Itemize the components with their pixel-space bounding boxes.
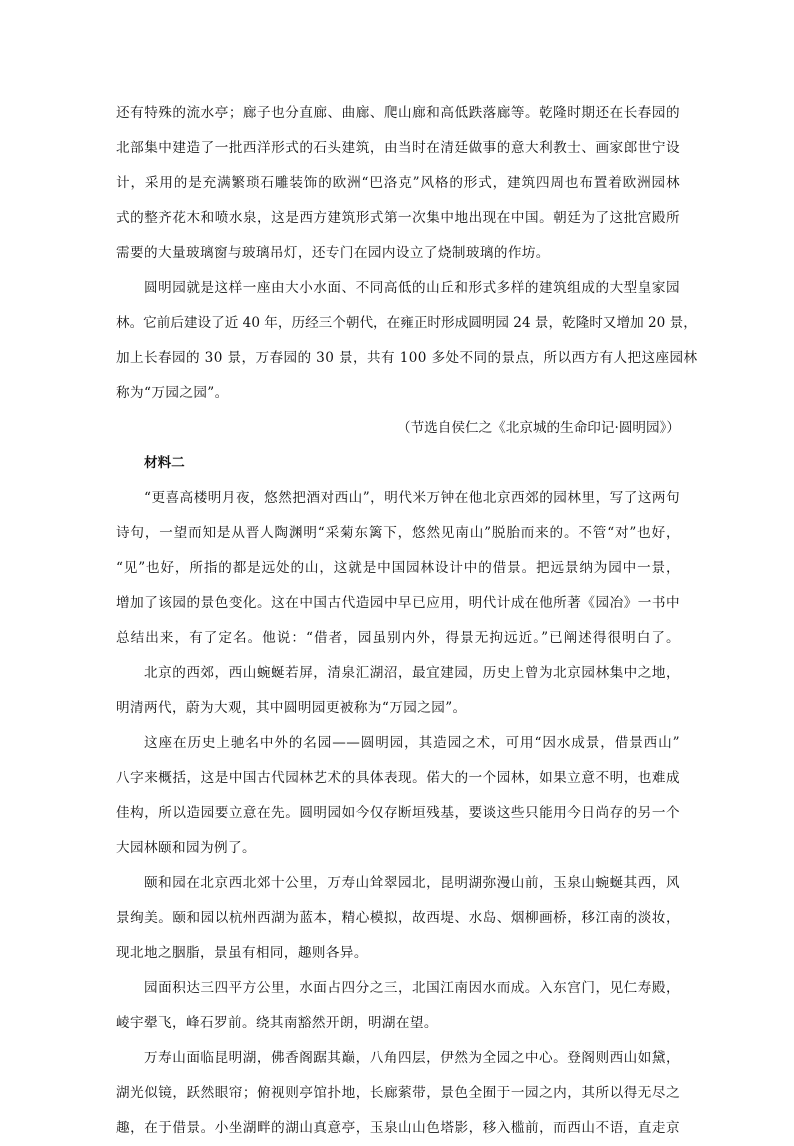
text-line: 八字来概括，这是中国古代园林艺术的具体表现。偌大的一个园林，如果立意不明，也难成: [116, 770, 680, 786]
paragraph: [116, 481, 680, 656]
text-line: 明清两代，蔚为大观，其中圆明园更被称为“万园之园”。: [116, 700, 467, 716]
text-line: 需要的大量玻璃窗与玻璃吊灯，还专门在园内设立了烧制玻璃的作坊。: [116, 245, 550, 261]
text-line: 趣，在于借景。小坐湖畔的湖山真意亭，玉泉山山色塔影，移入槛前，而西山不语，直走京: [116, 1120, 680, 1136]
text-line: 崚宇翚飞，峰石罗前。绕其南豁然开朗，明湖在望。: [116, 1015, 438, 1031]
section-heading: 材料二: [144, 455, 185, 471]
text-line: “更喜高楼明月夜，悠然把酒对西山”，明代米万钟在他北京西郊的园林里，写了这两句: [144, 490, 680, 506]
text-line: 增加了该园的景色变化。这在中国古代造园中早已应用，明代计成在他所著《园冶》一书中: [116, 595, 680, 611]
text-line: “见”也好，所指的都是远处的山，这就是中国园林设计中的借景。把远景纳为园中一景，: [116, 560, 680, 576]
paragraph: [116, 971, 680, 1041]
paragraph: [116, 656, 680, 726]
text-line: 称为“万园之园”。: [116, 385, 229, 401]
text-line: 万寿山面临昆明湖，佛香阁踞其巅，八角四层，伊然为全园之中心。登阁则西山如黛，: [144, 1050, 680, 1066]
text-line: 圆明园就是这样一座由大小水面、不同高低的山丘和形式多样的建筑组成的大型皇家园: [144, 280, 680, 296]
text-line: 园面积达三四平方公里，水面占四分之三，北国江南因水而成。入东宫门，见仁寿殿，: [144, 980, 680, 996]
paragraph: [116, 1041, 680, 1146]
paragraph: [116, 271, 698, 411]
text-line: 计，采用的是充满繁琐石雕装饰的欧洲“巴洛克”风格的形式，建筑四周也布置着欧洲园林: [116, 175, 680, 191]
text-line: 式的整齐花木和喷水泉，这是西方建筑形式第一次集中地出现在中国。朝廷为了这批宫殿所: [116, 210, 680, 226]
paragraph: [116, 866, 680, 971]
text-line: 颐和园在北京西北郊十公里，万寿山耸翠园北，昆明湖弥漫山前，玉泉山蜿蜒其西，风: [144, 875, 680, 891]
text-line: 北部集中建造了一批西洋形式的石头建筑，由当时在清廷做事的意大利教士、画家郎世宁设: [116, 140, 680, 156]
text-line: 林。它前后建设了近 40 年，历经三个朝代，在雍正时形成圆明园 24 景，乾隆时又增加 20 景，: [116, 315, 697, 331]
paragraph: [116, 96, 680, 271]
text-line: 景绚美。颐和园以杭州西湖为蓝本，精心模拟，故西堤、水岛、烟柳画桥，移江南的淡妆，: [116, 910, 680, 926]
paragraph: [116, 726, 680, 866]
source-citation: （节选自侯仁之《北京城的生命印记·圆明园》）: [397, 420, 680, 436]
document-page: [116, 96, 698, 1146]
text-line: 这座在历史上驰名中外的名园——圆明园，其造园之术，可用“因水成景，借景西山”: [144, 735, 680, 751]
text-line: 诗句，一望而知是从晋人陶渊明“采菊东篱下，悠然见南山”脱胎而来的。不管“对”也好，: [116, 525, 680, 541]
text-line: 大园林颐和园为例了。: [116, 840, 256, 856]
text-line: 现北地之胭脂，景虽有相同，趣则各异。: [116, 945, 368, 961]
text-line: 加上长春园的 30 景，万春园的 30 景，共有 100 多处不同的景点，所以西方有人把这座园林: [116, 350, 698, 366]
text-line: 北京的西郊，西山蜿蜒若屏，清泉汇湖沼，最宜建园，历史上曾为北京园林集中之地，: [144, 665, 680, 681]
text-line: 佳构，所以造园要立意在先。圆明园如今仅存断垣残基，要谈这些只能用今日尚存的另一个: [116, 805, 680, 821]
text-line: 还有特殊的流水亭；廊子也分直廊、曲廊、爬山廊和高低跌落廊等。乾隆时期还在长春园的: [116, 105, 680, 121]
text-line: 总结出来，有了定名。他说：“借者，园虽别内外，得景无拘远近。”已阐述得很明白了。: [116, 630, 680, 646]
text-line: 湖光似镜，跃然眼帘；俯视则亭馆扑地，长廊萦带，景色全囿于一园之内，其所以得无尽之: [116, 1085, 680, 1101]
